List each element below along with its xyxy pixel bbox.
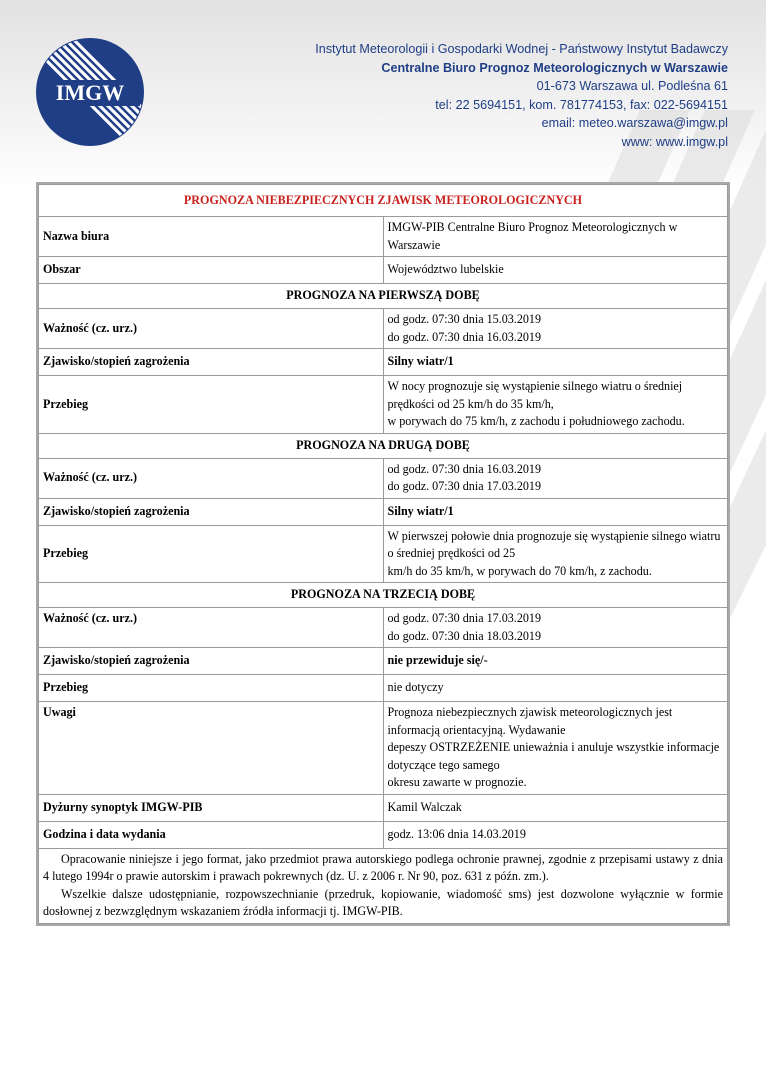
- day1-validity-from: od godz. 07:30 dnia 15.03.2019: [387, 312, 542, 326]
- day3-validity-label: Ważność (cz. urz.): [39, 608, 384, 648]
- address: 01-673 Warszawa ul. Podleśna 61: [536, 79, 728, 94]
- day2-course-label: Przebieg: [39, 525, 384, 583]
- day2-validity-from: od godz. 07:30 dnia 16.03.2019: [387, 461, 542, 476]
- office-name: Centralne Biuro Prognoz Meteorologicznych w Warszawie: [381, 60, 728, 75]
- issued-label: Godzina i data wydania: [39, 821, 384, 848]
- distribution-notice: Wszelkie dalsze udostępnianie, rozpowszechnianie (przedruk, kopiowanie, wiadomość sms) jest dozwolone wyłącznie w formie dosłownej z bezwzględnym wskazaniem źródła informacji tj. IMGW-PIB.: [43, 886, 723, 918]
- issued-value: godz. 13:06 dnia 14.03.2019: [383, 821, 728, 848]
- day3-heading: PROGNOZA NA TRZECIĄ DOBĘ: [39, 583, 728, 608]
- copyright-notice: Opracowanie niniejsze i jego format, jako przedmiot prawa autorskiego podlega ochronie prawnej, zgodnie z przepisami ustawy z dnia 4 lutego 1994r o prawie autorskim i prawach pokrewnych (dz. U. z 2006 r. Nr 90, poz. 631 z późn. zm.).: [43, 851, 723, 883]
- legal-footer: [39, 848, 728, 923]
- day2-phenomenon-label: Zjawisko/stopień zagrożenia: [39, 498, 384, 525]
- day1-validity-label: Ważność (cz. urz.): [39, 309, 384, 349]
- remarks-value: [383, 702, 728, 795]
- day1-heading: PROGNOZA NA PIERWSZĄ DOBĘ: [39, 284, 728, 309]
- day3-course-value: nie dotyczy: [383, 675, 728, 702]
- day1-phenomenon-label: Zjawisko/stopień zagrożenia: [39, 349, 384, 376]
- day2-validity-value: [383, 458, 728, 498]
- remarks-line: okresu zawarte w prognozie.: [387, 775, 527, 789]
- day1-phenomenon-value: Silny wiatr/1: [383, 349, 728, 376]
- day1-validity-to: do godz. 07:30 dnia 16.03.2019: [387, 329, 542, 344]
- area-label: Obszar: [39, 257, 384, 284]
- day1-validity-value: [383, 309, 728, 349]
- remarks-line: Prognoza niebezpiecznych zjawisk meteorologicznych jest informacją orientacyjną. Wydawanie: [387, 705, 673, 737]
- logo-lettering: IMGW: [55, 80, 125, 105]
- office-value: IMGW-PIB Centralne Biuro Prognoz Meteorologicznych w Warszawie: [383, 217, 728, 257]
- document-title: PROGNOZA NIEBEZPIECZNYCH ZJAWISK METEOROLOGICZNYCH: [39, 185, 728, 217]
- day3-phenomenon-value: nie przewiduje się/-: [383, 648, 728, 675]
- website[interactable]: www: www.imgw.pl: [621, 134, 728, 149]
- day3-validity-value: [383, 608, 728, 648]
- day1-course-value: [383, 376, 728, 434]
- day2-course-line: W pierwszej połowie dnia prognozuje się wystąpienie silnego wiatru o średniej prędkości od 25: [387, 528, 721, 560]
- day2-validity-label: Ważność (cz. urz.): [39, 458, 384, 498]
- institute-name: Instytut Meteorologii i Gospodarki Wodnej - Państwowy Instytut Badawczy: [315, 42, 728, 56]
- day1-course-label: Przebieg: [39, 376, 384, 434]
- day3-course-label: Przebieg: [39, 675, 384, 702]
- email[interactable]: email: meteo.warszawa@imgw.pl: [541, 116, 728, 131]
- day2-validity-to: do godz. 07:30 dnia 17.03.2019: [387, 479, 542, 493]
- day2-course-value: [383, 525, 728, 583]
- day3-validity-from: od godz. 07:30 dnia 17.03.2019: [387, 611, 542, 625]
- day1-course-line: w porywach do 75 km/h, z zachodu i południowego zachodu.: [387, 414, 685, 428]
- remarks-label: Uwagi: [39, 702, 384, 795]
- forecaster-label: Dyżurny synoptyk IMGW-PIB: [39, 794, 384, 821]
- phone: tel: 22 5694151, kom. 781774153, fax: 022-5694151: [435, 97, 728, 112]
- area-value: Województwo lubelskie: [383, 257, 728, 284]
- day2-heading: PROGNOZA NA DRUGĄ DOBĘ: [39, 433, 728, 458]
- office-label: Nazwa biura: [39, 217, 384, 257]
- day1-course-line: W nocy prognozuje się wystąpienie silnego wiatru o średniej prędkości od 25 km/h do 35 km/h,: [387, 379, 683, 411]
- imgw-logo: [34, 36, 146, 148]
- day2-phenomenon-value: Silny wiatr/1: [383, 498, 728, 525]
- day3-validity-to: do godz. 07:30 dnia 18.03.2019: [387, 628, 542, 643]
- day2-course-line: km/h do 35 km/h, w porywach do 70 km/h, z zachodu.: [387, 563, 652, 578]
- forecaster-value: Kamil Walczak: [383, 794, 728, 821]
- forecast-form: [36, 182, 730, 926]
- remarks-line: depeszy OSTRZEŻENIE unieważnia i anuluje wszystkie informacje dotyczące tego samego: [387, 740, 720, 772]
- institute-header: [315, 40, 728, 152]
- forecast-table: [38, 184, 728, 924]
- day3-phenomenon-label: Zjawisko/stopień zagrożenia: [39, 648, 384, 675]
